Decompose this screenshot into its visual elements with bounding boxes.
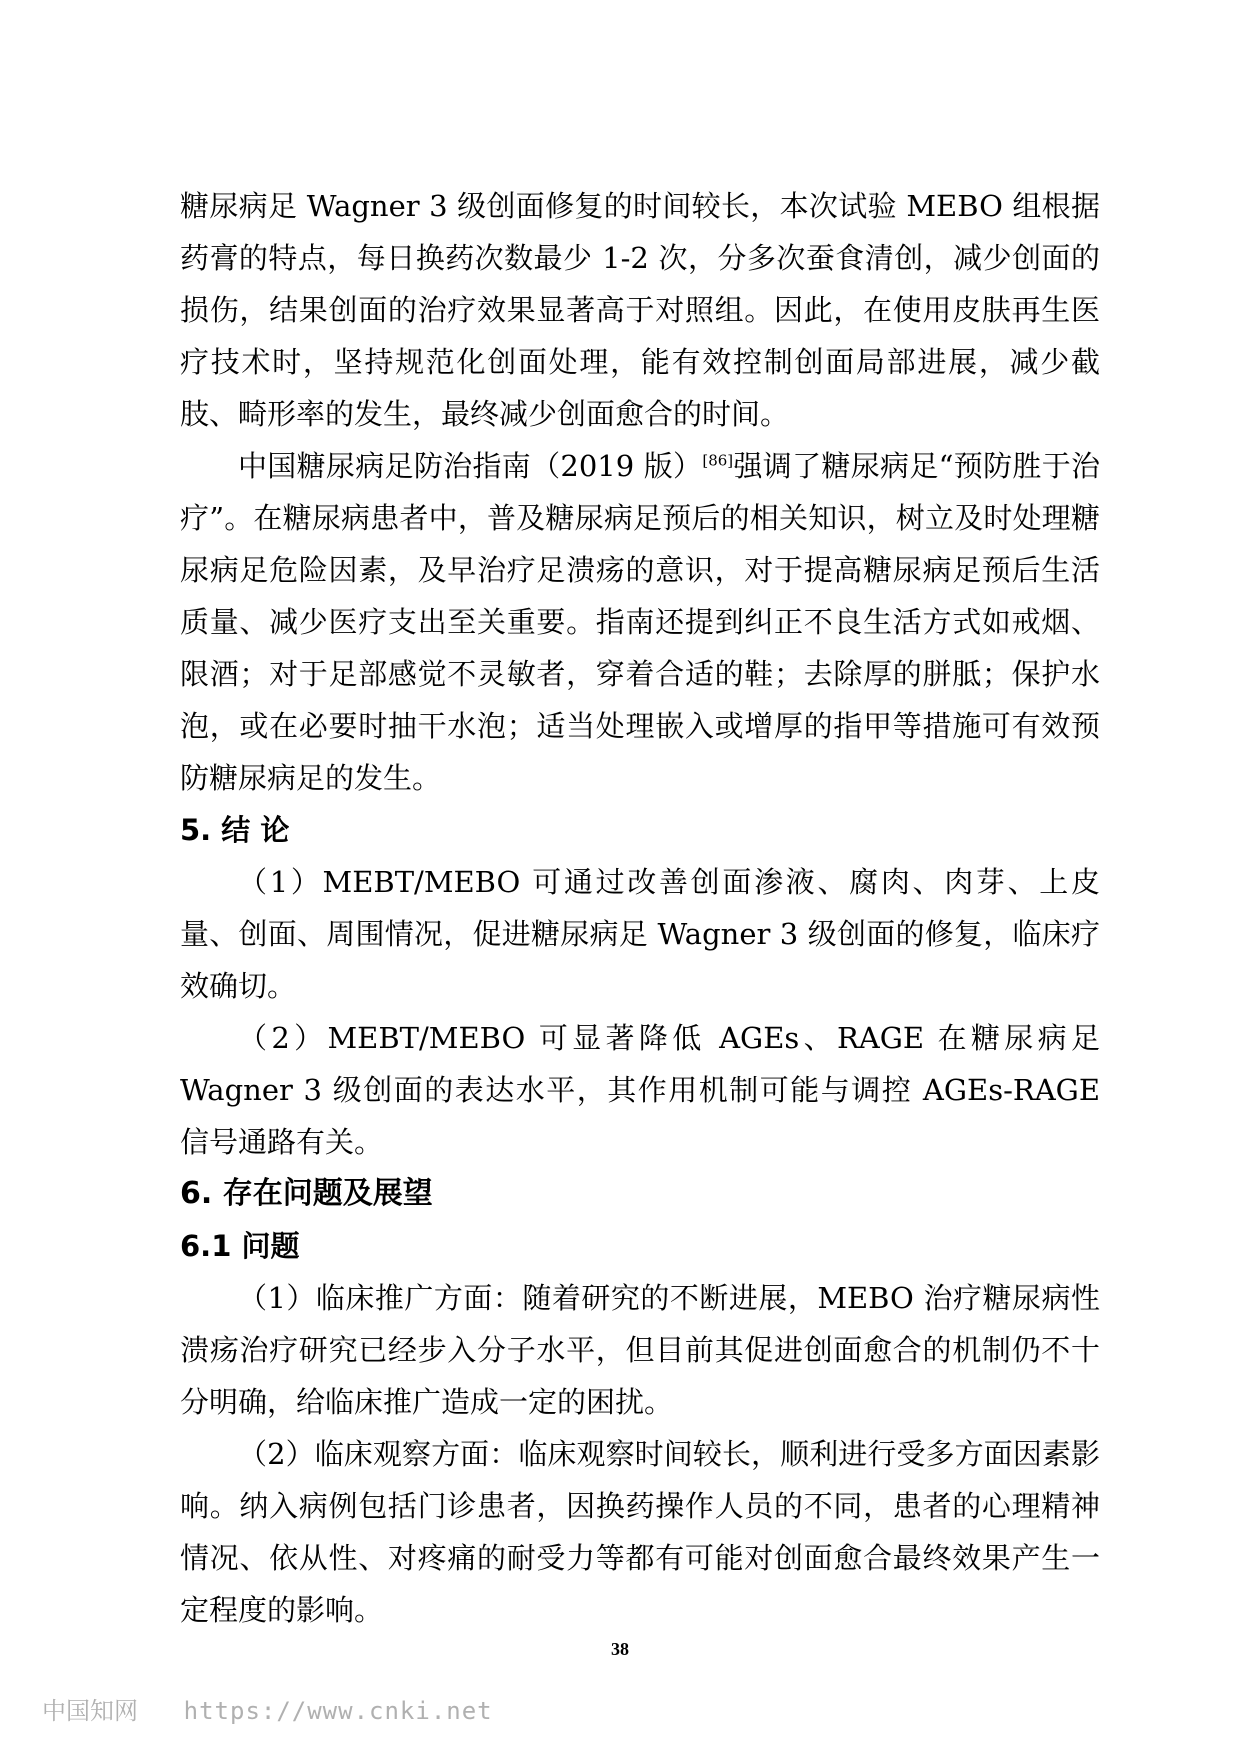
main-body [180,180,1100,1636]
paragraph-2-text-start: 中国糖尿病足防治指南（2019 版） [238,449,703,483]
paragraph-2 [180,440,1100,804]
watermark-logo-text: 中国知网 [42,1697,138,1725]
watermark-url: https://www.cnki.net [183,1697,493,1725]
paragraph-1: 糖尿病足 Wagner 3 级创面修复的时间较长，本次试验 MEBO 组根据药膏的特点，每日换药次数最少 1-2 次，分多次蚕食清创，减少创面的损伤，结果创面的治疗效果显著高于对照组。因此，在使用皮肤再生医疗技术时，坚持规范化创面处理，能有效控制创面局部进展，减少截肢、畸形率的发生，最终减少创面愈合的时间。 [180,189,1100,431]
cnki-watermark [42,1696,493,1726]
citation-ref: [86] [702,451,734,470]
problem-item-2: （2）临床观察方面：临床观察时间较长，顺利进行受多方面因素影响。纳入病例包括门诊患者，因换药操作人员的不同，患者的心理精神情况、依从性、对疼痛的耐受力等都有可能对创面愈合最终效果产生一定程度的影响。 [180,1437,1100,1627]
conclusion-item-2: （2）MEBT/MEBO 可显著降低 AGEs、RAGE 在糖尿病足 Wagner 3 级创面的表达水平，其作用机制可能与调控 AGEs-RAGE 信号通路有关。 [180,1021,1100,1159]
page-number: 38 [611,1639,629,1659]
section-6-heading: 6. 存在问题及展望 [180,1176,433,1211]
section-6-1-heading: 6.1 问题 [180,1229,300,1263]
section-5-heading: 5. 结 论 [180,813,290,847]
problem-item-1: （1）临床推广方面：随着研究的不断进展，MEBO 治疗糖尿病性溃疡治疗研究已经步入分子水平，但目前其促进创面愈合的机制仍不十分明确，给临床推广造成一定的困扰。 [180,1281,1100,1419]
paragraph-2-text-end: 强调了糖尿病足“预防胜于治疗”。在糖尿病患者中，普及糖尿病足预后的相关知识，树立及时处理糖尿病足危险因素，及早治疗足溃疡的意识，对于提高糖尿病足预后生活质量、减少医疗支出至关重要。指南还提到纠正不良生活方式如戒烟、限酒；对于足部感觉不灵敏者，穿着合适的鞋；去除厚的胼胝；保护水泡，或在必要时抽干水泡；适当处理嵌入或增厚的指甲等措施可有效预防糖尿病足的发生。 [180,449,1100,795]
conclusion-item-1: （1）MEBT/MEBO 可通过改善创面渗液、腐肉、肉芽、上皮量、创面、周围情况，促进糖尿病足 Wagner 3 级创面的修复，临床疗效确切。 [180,865,1100,1003]
